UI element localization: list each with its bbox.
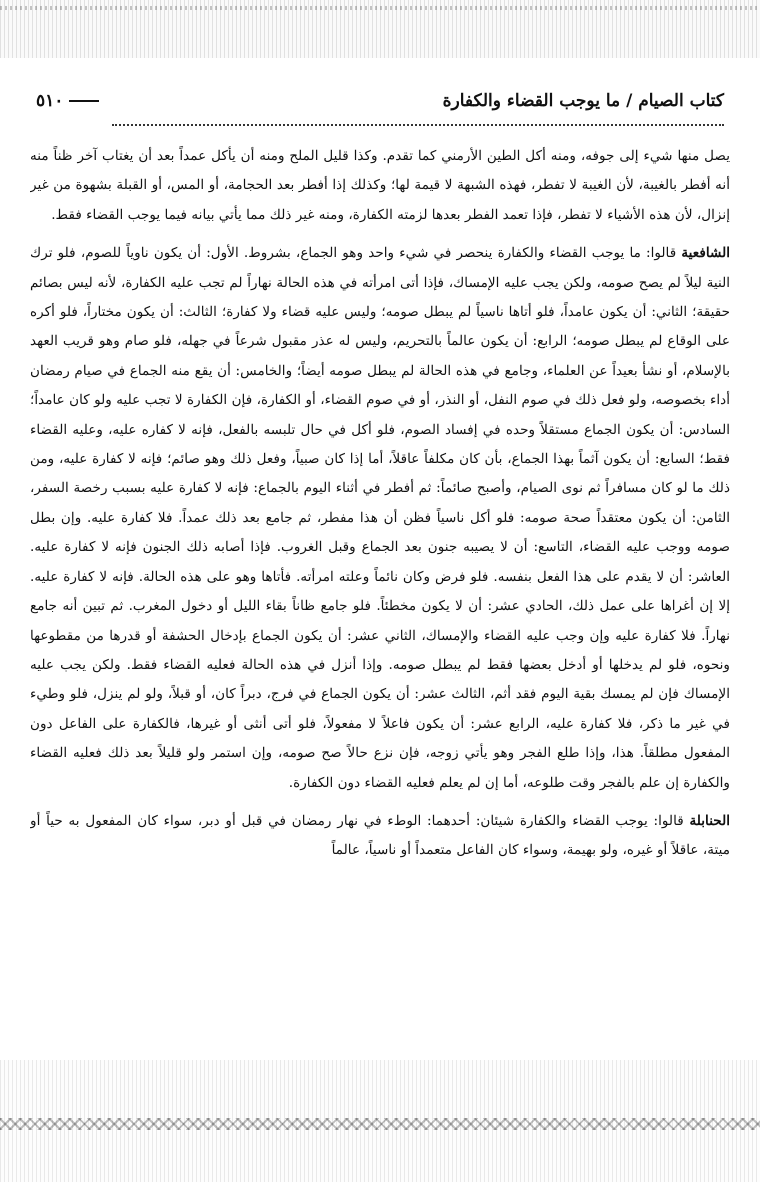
paragraph-hanbali	[30, 807, 730, 866]
paragraph-text: قالوا: ما يوجب القضاء والكفارة ينحصر في شيء واحد وهو الجماع، بشروط. الأول: أن يكون ناوياً للصوم، فلو ترك النية ليلاً لم يصح صومه، ولكن يجب عليه الإمساك، فإذا أتى امرأته في هذه الحالة نهاراً لم تجب عليه الكفارة، لأنه ليس بصائم حقيقة؛ الثاني: أن يكون عامداً، فلو أتاها ناسياً لم يبطل صومه؛ وليس عليه قضاء ولا كفارة؛ الثالث: أن يكون مختاراً، فلو أكره على الوقاع لم يبطل صومه؛ الرابع: أن يكون عالماً بالتحريم، وليس له عذر مقبول شرعاً في جهله، فلو صام وهو قريب العهد بالإسلام، أو نشأ بعيداً عن العلماء، وجامع في هذه الحالة لم يبطل صومه أيضاً؛ والخامس: أن يقع منه الجماع في صيام رمضان أداء بخصوصه، ولو فعل ذلك في صوم النفل، أو النذر، أو في صوم القضاء، أو الكفارة، فإن الكفارة لا تجب عليه ولو كان عامداً؛ السادس: أن يكون الجماع مستقلاً وحده في إفساد الصوم، فلو أكل في حال تلبسه بالفعل، فإنه لا كفاره عليه، وعليه القضاء فقط؛ السابع: أن يكون آثماً بهذا الجماع، بأن كان مكلفاً عاقلاً، أما إذا كان صبياً، وفعل ذلك وهو صائم؛ فإنه لا كفارة عليه، ومن ذلك ما لو كان مسافراً ثم نوى الصيام، وأصبح صائماً: ثم أفطر في أثناء اليوم بالجماع: فإنه لا كفارة عليه بسبب رخصة السفر، الثامن: أن يكون معتقداً صحة صومه: فلو أكل ناسياً فظن أن هذا مفطر، ثم جامع بعد ذلك عمداً. فلا كفارة عليه. وإن بطل صومه ووجب عليه القضاء، التاسع: أن لا يصيبه جنون بعد الجماع وقبل الغروب. فإذا أصابه ذلك الجنون فإنه لا كفارة عليه. العاشر: أن لا يقدم على هذا الفعل بنفسه. فلو فرض وكان نائماً وعلته امرأته. فأتاها وهو على هذه الحالة. فإنه لا كفارة عليه. إلا إن أغراها على عمل ذلك، الحادي عشر: أن لا يكون مخطئاً. فلو جامع ظاناً بقاء الليل أو دخول المغرب. ثم تبين أنه جامع نهاراً. فلا كفارة عليه وإن وجب عليه القضاء والإمساك، الثاني عشر: أن يكون الجماع بإدخال الحشفة أو قدرها من مقطوعها ونحوه، فلو لم يدخلها أو أدخل بعضها فقط لم يبطل صومه. وإذا أنزل في هذه الحالة فعليه القضاء فقط. ولكن يجب عليه الإمساك فإن لم يمسك بقية اليوم فقد أثم، الثالث عشر: أن يكون الجماع في فرج، دبراً كان، أو قبلاً، ولو لم ينزل، فلو وطيء في غير ما ذكر، فلا كفارة عليه، الرابع عشر: أن يكون فاعلاً لا مفعولاً، فلو أتى أنثى أو غيرها، فالكفارة على الفاعل دون المفعول مطلقاً. هذا، وإذا طلع الفجر وهو يأتي زوجه، فإن نزع حالاً صح صومه، وإن استمر ولو قليلاً بعد ذلك فعليه القضاء والكفارة إن علم بالفجر وقت طلوعه، أما إن لم يعلم فعليه القضاء دون الكفارة.	[30, 245, 730, 791]
page-header	[36, 84, 724, 118]
school-name: الشافعية	[681, 245, 730, 262]
paragraph-shafii	[30, 239, 730, 798]
paragraph-text: قالوا: يوجب القضاء والكفارة شيئان: أحدهما: الوطء في نهار رمضان في قبل أو دبر، سواء كان المفعول به حياً أو ميتة، عاقلاً أو غيره، ولو بهيمة، وسواء كان الفاعل متعمداً أو ناسياً، عالماً	[30, 812, 730, 859]
paragraph-text: يصل منها شيء إلى جوفه، ومنه أكل الطين الأرمني كما تقدم. وكذا قليل الملح ومنه أن يأكل عمداً بعد أن يغتاب آخر ظناً منه أنه أفطر بالغيبة، لأن الغيبة لا تفطر، فهذه الشبهة لا قيمة لها؛ وكذلك إذا أفطر بعد الحجامة، أو المس، أو القبلة بشهوة من غير إنزال، لأن هذه الأشياء لا تفطر، فإذا تعمد الفطر بعدها لزمته الكفارة، ومنه غير ذلك مما يأتي بيانه فيما يوجب القضاء فقط.	[30, 148, 730, 223]
page-number-rule	[69, 100, 99, 102]
running-title: كتاب الصيام / ما يوجب القضاء والكفارة	[442, 91, 724, 111]
bottom-scan-border	[0, 1060, 760, 1182]
body-text	[30, 142, 730, 1042]
top-scan-border	[0, 0, 760, 58]
header-dotted-rule	[112, 124, 724, 126]
school-name: الحنابلة	[689, 812, 730, 829]
paragraph	[30, 142, 730, 230]
page-number-value: ٥١٠	[36, 91, 64, 111]
page-number	[36, 91, 99, 111]
